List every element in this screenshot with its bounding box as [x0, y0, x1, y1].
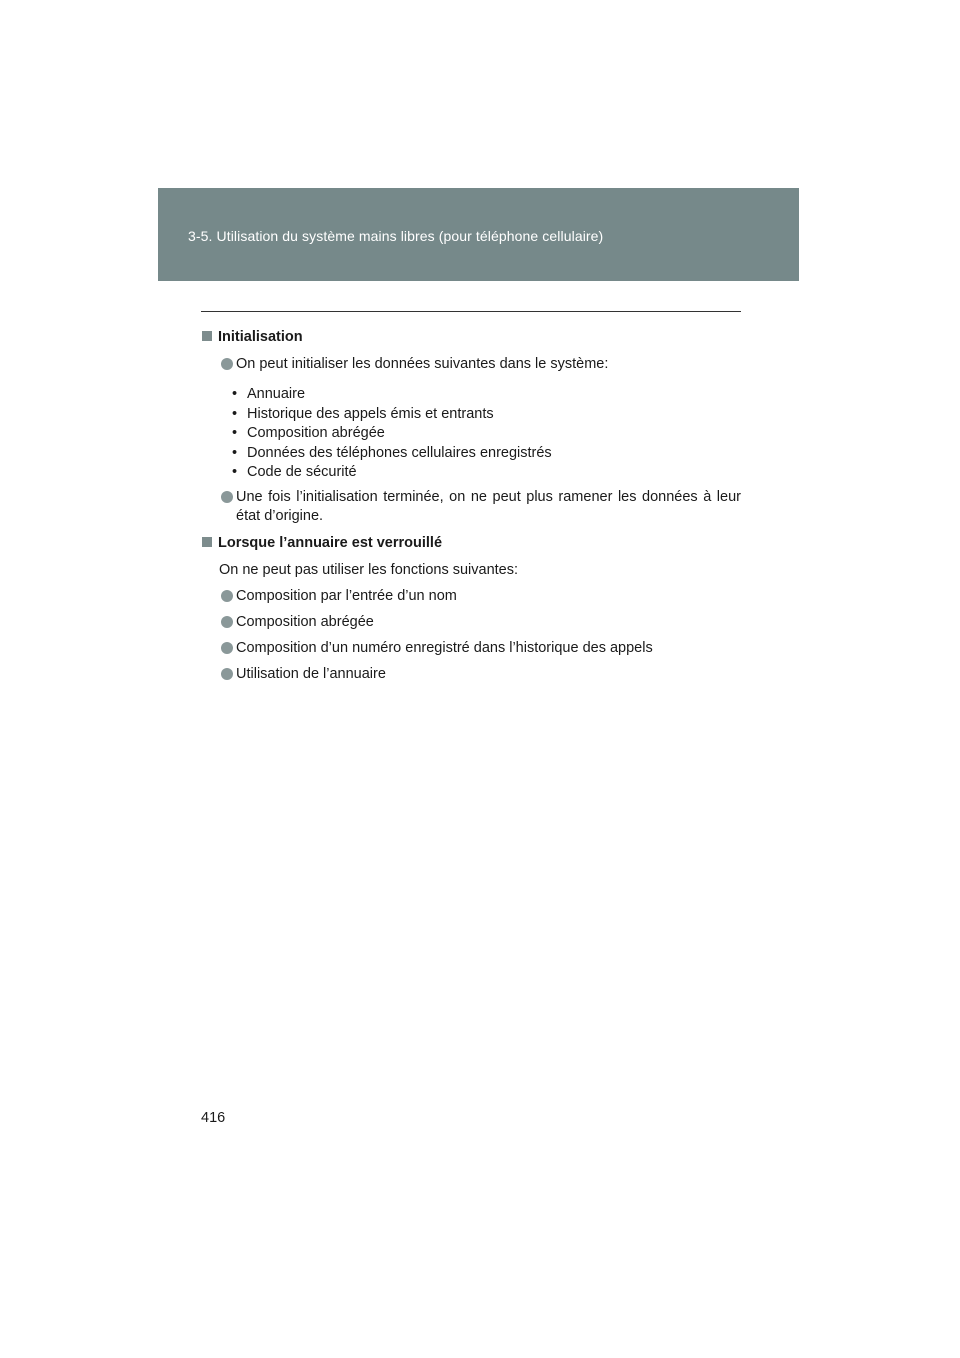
- list-item-text: Utilisation de l’annuaire: [236, 665, 386, 682]
- square-bullet-icon: [202, 331, 212, 341]
- section-divider: [201, 311, 741, 312]
- section-heading-lock: [201, 532, 741, 554]
- sub-list: [201, 385, 741, 483]
- list-item-text: Composition abrégée: [236, 613, 374, 630]
- intro-paragraph: On ne peut pas utiliser les fonctions suivantes:: [219, 561, 519, 578]
- small-bullet-icon: •: [232, 405, 238, 422]
- list-item: [201, 613, 741, 632]
- section-heading-text: Lorsque l’annuaire est verrouillé: [218, 534, 443, 551]
- sub-list-item-text: Annuaire: [247, 386, 306, 402]
- list-item: [201, 488, 741, 526]
- small-bullet-icon: •: [232, 386, 238, 402]
- round-bullet-icon: [221, 668, 233, 680]
- sub-list-item-text: Composition abrégée: [247, 425, 385, 442]
- round-bullet-icon: [221, 642, 233, 654]
- small-bullet-icon: •: [232, 464, 238, 481]
- section-heading-initialisation: [201, 326, 741, 348]
- list-item-text: Composition d’un numéro enregistré dans l’historique des appels: [236, 639, 653, 656]
- list-item-text: On peut initialiser les données suivantes dans le système:: [236, 356, 609, 372]
- page-content: [201, 326, 741, 684]
- list-item: [201, 587, 741, 606]
- list-item: [201, 355, 741, 374]
- sub-list-item: [201, 405, 741, 425]
- sub-list-item-text: Données des téléphones cellulaires enregistrés: [247, 444, 552, 461]
- sub-list-item-text: Historique des appels émis et entrants: [247, 405, 494, 422]
- sub-list-item: [201, 463, 741, 483]
- round-bullet-icon: [221, 590, 233, 602]
- round-bullet-icon: [221, 491, 233, 503]
- square-bullet-icon: [202, 537, 212, 547]
- chapter-header-title: 3-5. Utilisation du système mains libres (pour téléphone cellulaire): [188, 228, 604, 244]
- list-item: [201, 665, 741, 684]
- round-bullet-icon: [221, 616, 233, 628]
- section-heading-text: Initialisation: [218, 329, 303, 345]
- round-bullet-icon: [221, 358, 233, 370]
- sub-list-item: [201, 424, 741, 444]
- sub-list-item: [201, 385, 741, 405]
- sub-list-item-text: Code de sécurité: [247, 464, 357, 481]
- list-item: [201, 639, 741, 658]
- list-item-text: Une fois l’initialisation terminée, on ne peut plus ramener les données à leur état d’origine.: [236, 488, 741, 524]
- sub-list-item: [201, 444, 741, 464]
- list-item-text: Composition par l’entrée d’un nom: [236, 587, 457, 604]
- small-bullet-icon: •: [232, 444, 238, 461]
- chapter-header-band: [158, 188, 799, 281]
- small-bullet-icon: •: [232, 425, 238, 442]
- page-number: 416: [201, 1110, 226, 1126]
